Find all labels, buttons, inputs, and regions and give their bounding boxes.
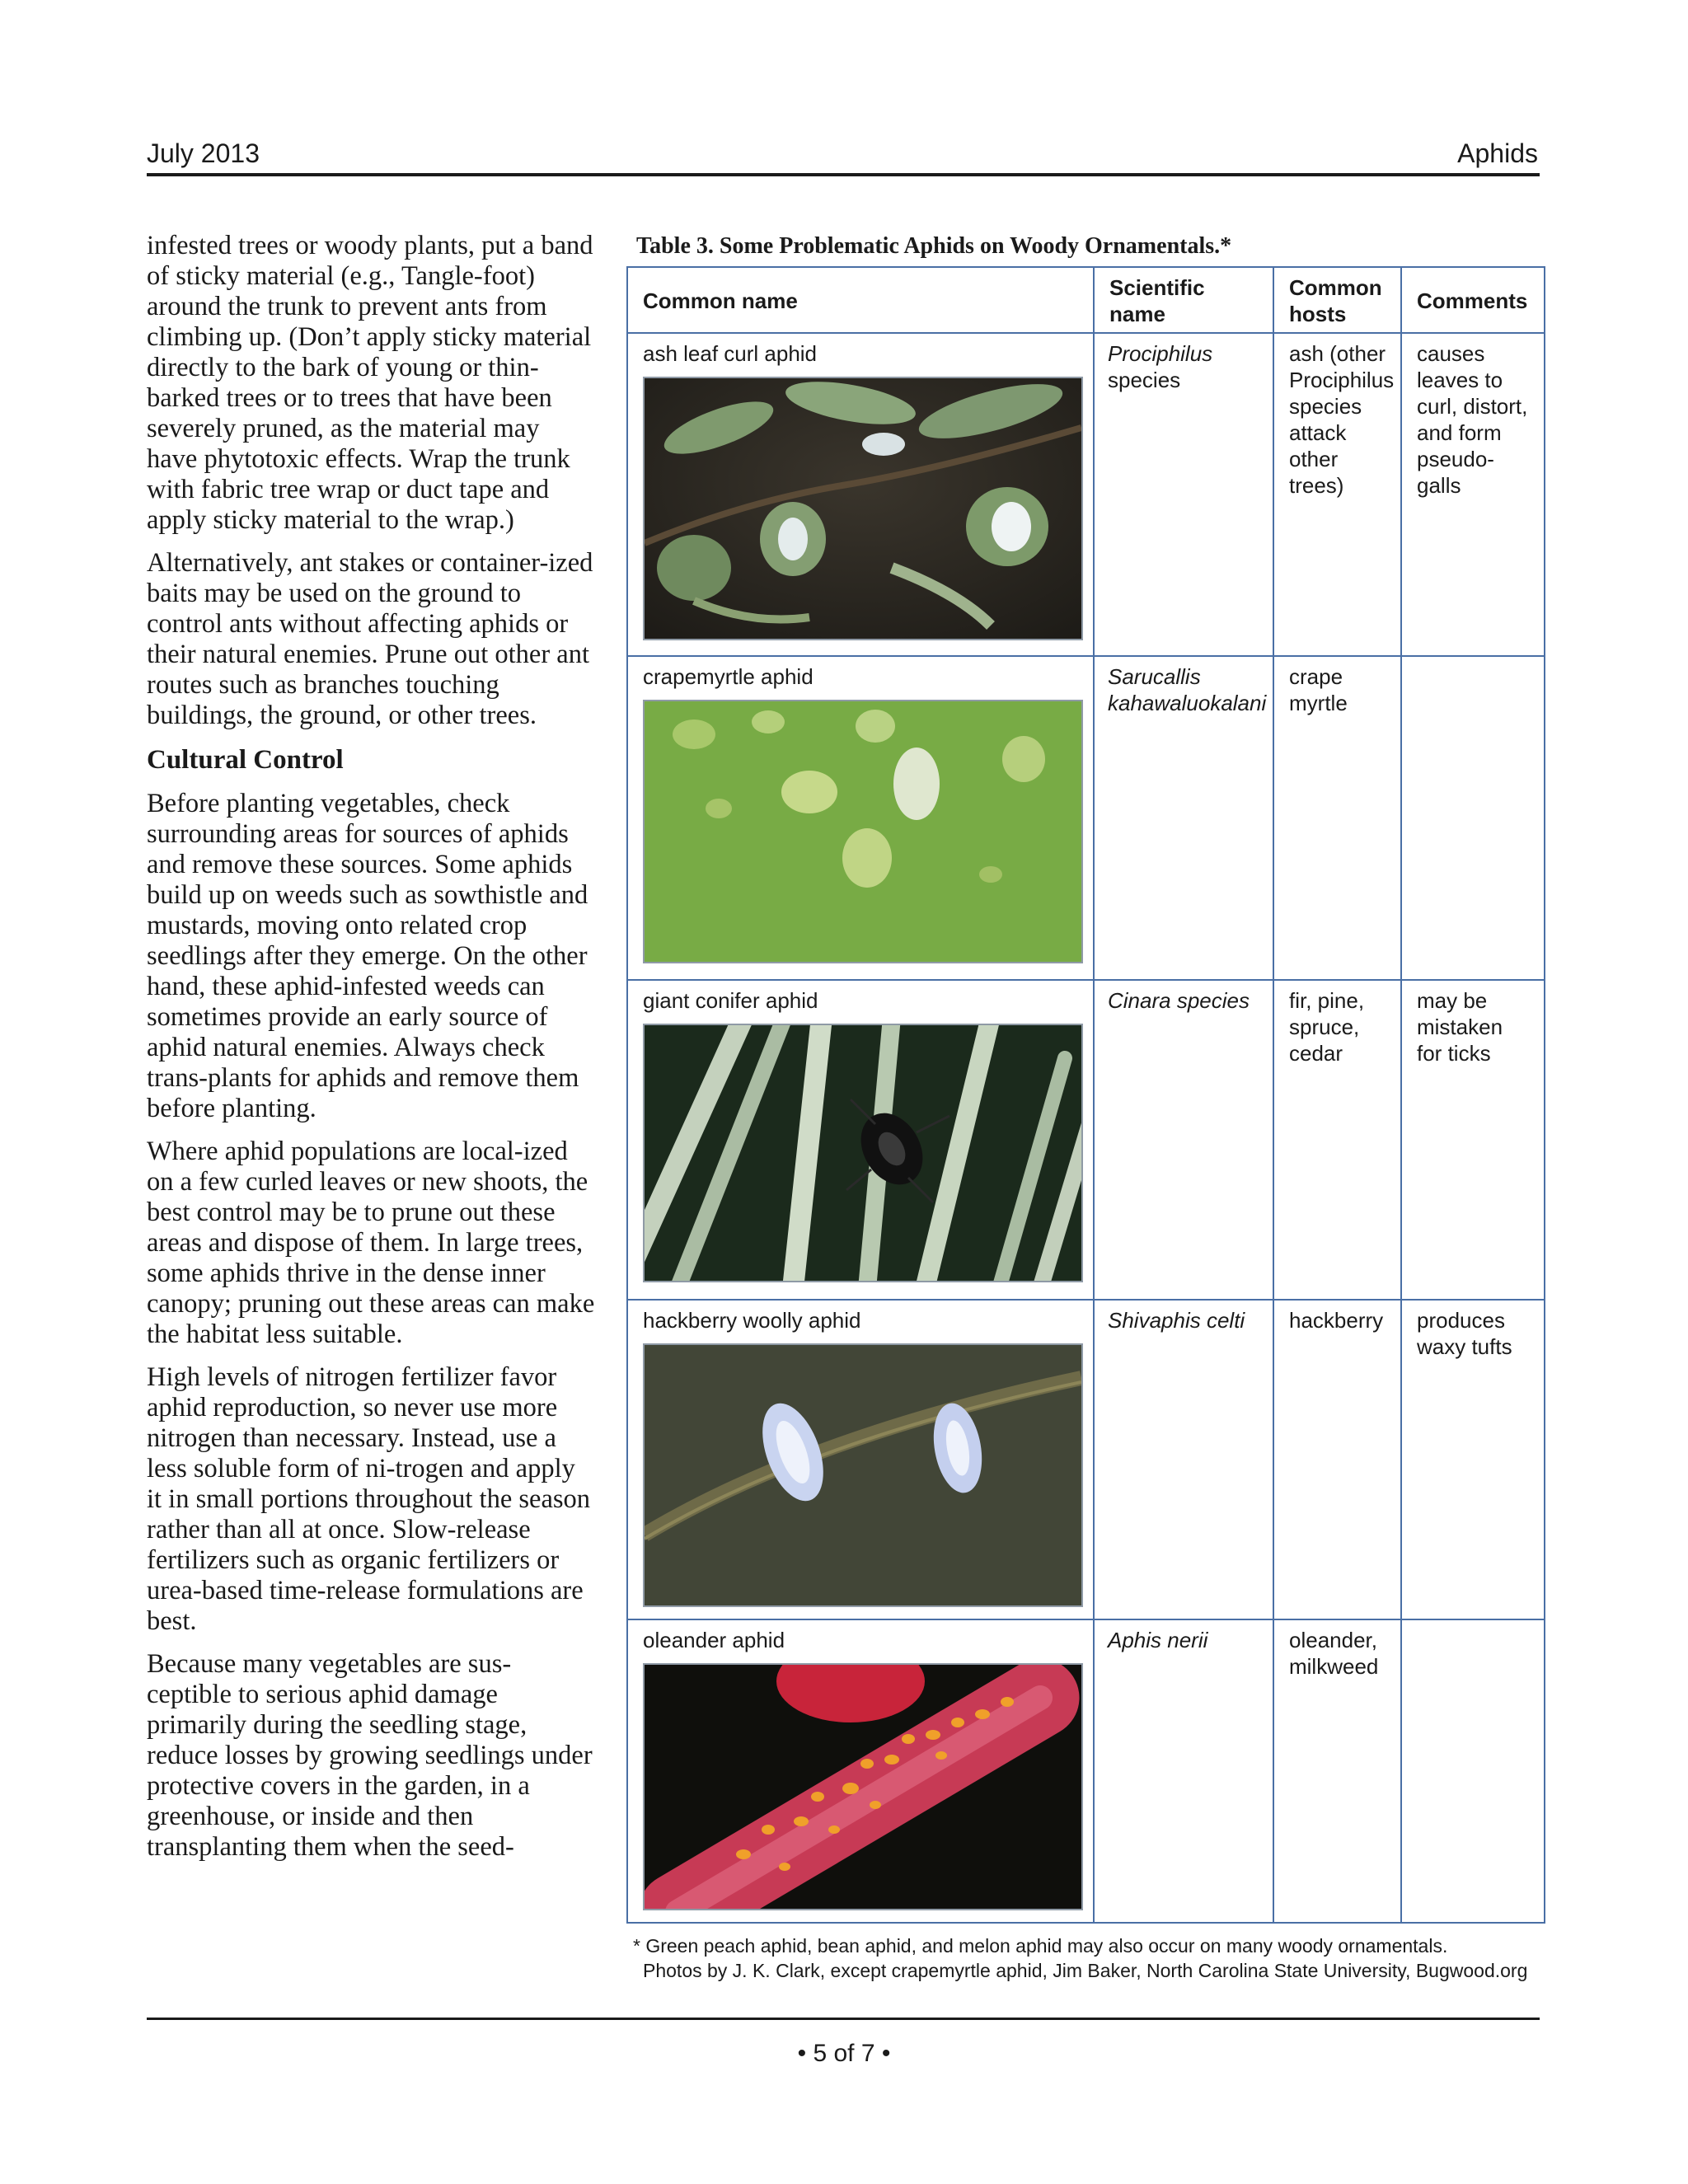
paragraph: infested trees or woody plants, put a band of sticky material (e.g., Tangle-foot) around the trunk to prevent ants from climbing up. (Don’t apply sticky material directly to the bark of young or thin-barked trees or to trees that have been severely pruned, as the material may have phytotoxic effects. Wrap the trunk with fabric tree wrap or duct tape and apply sticky material to the wrap.) xyxy=(147,231,593,535)
comments-cell xyxy=(1401,656,1545,980)
body-text-column xyxy=(147,231,596,1875)
common-name-cell xyxy=(627,980,1094,1300)
common-hosts-cell: crape myrtle xyxy=(1273,656,1401,980)
page-number: • 5 of 7 • xyxy=(797,2040,891,2067)
hackberry-woolly-aphid-photo xyxy=(643,1343,1083,1607)
paragraph: High levels of nitrogen fertilizer favor aphid reproduction, so never use more nitrogen than necessary. Instead, use a less soluble form of ni-trogen and apply it in small portions throughout the season rather than all at once. Slow-release fertilizers such as organic fertilizers or urea-based time-release formulations are best. xyxy=(147,1362,591,1636)
column-header: Common name xyxy=(627,267,1094,333)
scientific-name-cell xyxy=(1094,333,1273,656)
scientific-name-suffix: species xyxy=(1108,368,1181,392)
header-topic: Aphids xyxy=(1457,138,1538,168)
footnote-line: * Green peach aphid, bean aphid, and melon aphid may also occur on many woody ornamentals. xyxy=(633,1935,1448,1957)
table-title: Table 3. Some Problematic Aphids on Woody Ornamentals.* xyxy=(636,233,1232,259)
scientific-name-cell xyxy=(1094,1619,1273,1923)
common-name-cell xyxy=(627,333,1094,656)
common-name: oleander aphid xyxy=(643,1628,785,1652)
scientific-name-cell xyxy=(1094,980,1273,1300)
common-hosts-cell: fir, pine, spruce, cedar xyxy=(1273,980,1401,1300)
page-header xyxy=(147,134,1538,173)
scientific-name: Prociphilus xyxy=(1108,341,1213,366)
common-name: giant conifer aphid xyxy=(643,988,818,1013)
aphid-table xyxy=(626,266,1545,1924)
common-name-cell xyxy=(627,656,1094,980)
common-hosts-cell: oleander, milkweed xyxy=(1273,1619,1401,1923)
common-name: hackberry woolly aphid xyxy=(643,1308,861,1333)
scientific-name-cell xyxy=(1094,1300,1273,1619)
paragraph: Because many vegetables are sus-ceptible to serious aphid damage primarily during the seedling stage, reduce losses by growing seedlings under protective covers in the garden, in a greenhouse, or inside and then transplanting them when the seed- xyxy=(147,1649,593,1862)
scientific-name: Aphis nerii xyxy=(1108,1628,1208,1652)
column-header: Common hosts xyxy=(1273,267,1401,333)
section-heading: Cultural Control xyxy=(147,745,344,775)
column-header: Scientific name xyxy=(1094,267,1273,333)
table-row xyxy=(627,656,1545,980)
scientific-name-cell xyxy=(1094,656,1273,980)
header-date: July 2013 xyxy=(147,138,260,168)
comments-cell: produces waxy tufts xyxy=(1401,1300,1545,1619)
table-row xyxy=(627,980,1545,1300)
scientific-name: Cinara species xyxy=(1108,988,1250,1013)
paragraph: Alternatively, ant stakes or container-ized baits may be used on the ground to control ants without affecting aphids or their natural enemies. Prune out other ant routes such as branches touching buildings, the ground, or other trees. xyxy=(147,548,593,730)
photo-credit: Photos by J. K. Clark, except crapemyrtle aphid, Jim Baker, North Carolina State University, Bugwood.org xyxy=(643,1960,1528,1981)
comments-cell: may be mistaken for ticks xyxy=(1401,980,1545,1300)
common-hosts-cell: hackberry xyxy=(1273,1300,1401,1619)
table-footnote xyxy=(633,1933,1527,1983)
ash-leaf-curl-aphid-photo xyxy=(643,377,1083,640)
scientific-name: Sarucallis kahawaluokalani xyxy=(1108,664,1267,715)
comments-cell xyxy=(1401,1619,1545,1923)
column-header: Comments xyxy=(1401,267,1545,333)
oleander-aphid-photo xyxy=(643,1663,1083,1910)
crapemyrtle-aphid-photo xyxy=(643,700,1083,963)
common-name: ash leaf curl aphid xyxy=(643,341,818,366)
comments-cell: causes leaves to curl, distort, and form pseudo-galls xyxy=(1401,333,1545,656)
scientific-name: Shivaphis celti xyxy=(1108,1308,1245,1333)
table-row xyxy=(627,1619,1545,1923)
common-name-cell xyxy=(627,1300,1094,1619)
giant-conifer-aphid-photo xyxy=(643,1024,1083,1282)
paragraph: Where aphid populations are local-ized on a few curled leaves or new shoots, the best control may be to prune out these areas and dispose of them. In large trees, some aphids thrive in the dense inner canopy; pruning out these areas can make the habitat less suitable. xyxy=(147,1137,595,1349)
common-hosts-cell: ash (other Prociphilus species attack other trees) xyxy=(1273,333,1401,656)
table-header-row xyxy=(627,267,1545,333)
table-row xyxy=(627,1300,1545,1619)
header-rule xyxy=(147,173,1540,176)
table-row xyxy=(627,333,1545,656)
common-name: crapemyrtle aphid xyxy=(643,664,814,689)
common-name-cell xyxy=(627,1619,1094,1923)
paragraph: Before planting vegetables, check surrounding areas for sources of aphids and remove these sources. Some aphids build up on weeds such as sowthistle and mustards, moving onto related crop seedlings after they emerge. On the other hand, these aphid-infested weeds can sometimes provide an early source of aphid natural enemies. Always check trans-plants for aphids and remove them before planting. xyxy=(147,789,588,1123)
footer-rule xyxy=(147,2018,1540,2020)
